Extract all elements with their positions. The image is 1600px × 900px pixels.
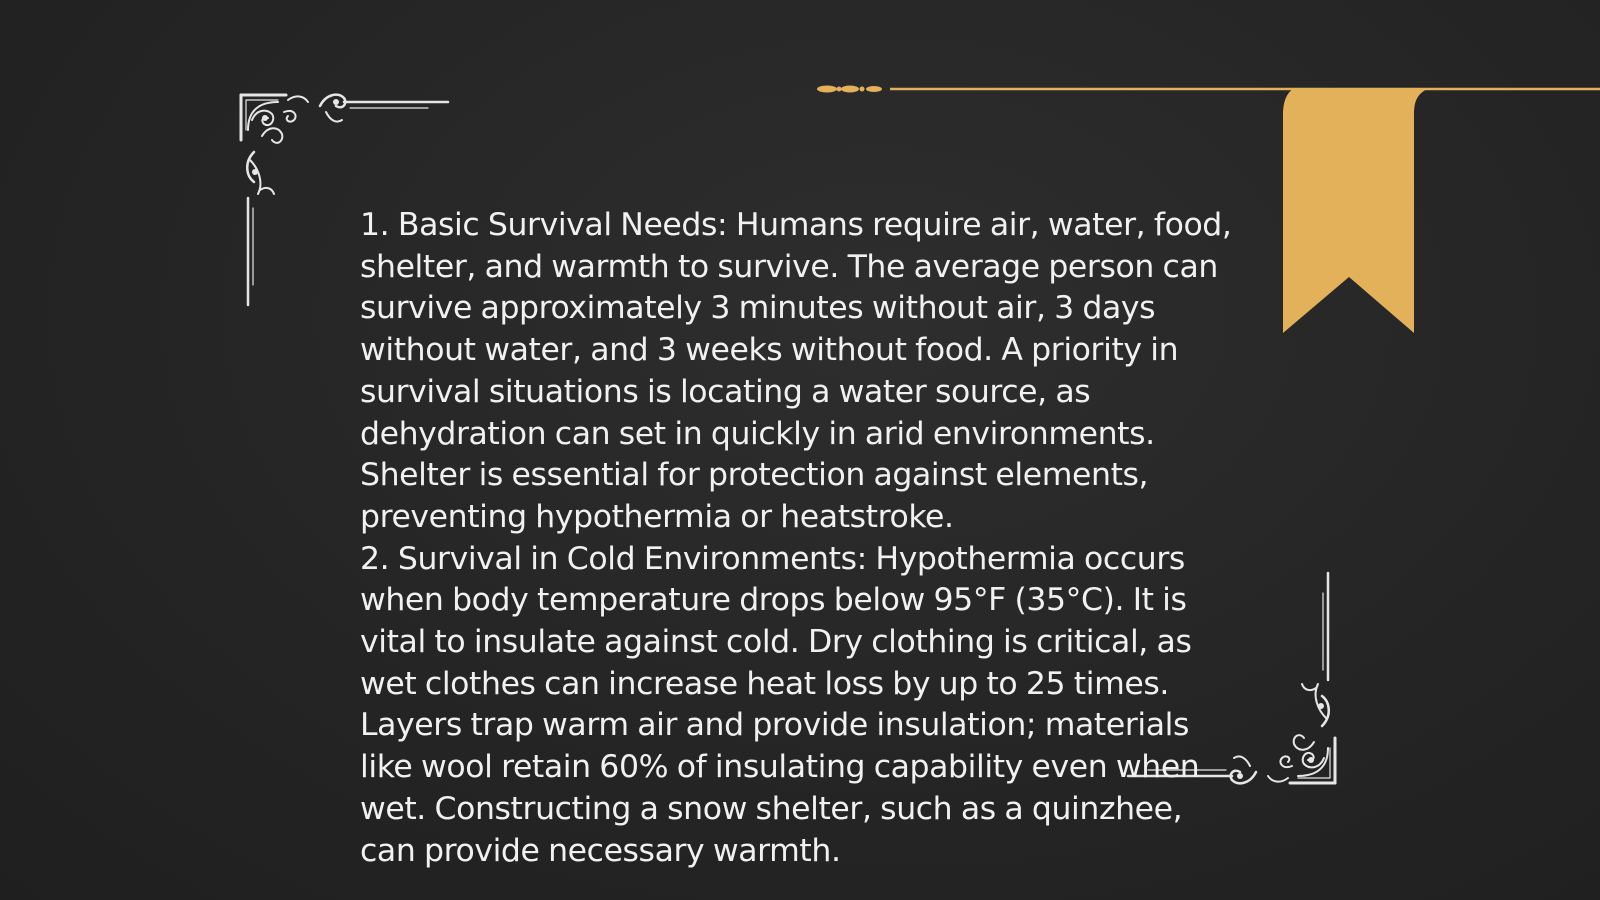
body-text: [360, 205, 1240, 872]
paragraph-cold-environments: 2. Survival in Cold Environments: Hypothermia occurs when body temperature drops below 95°F (35°C). It is vital to insulate against cold. Dry clothing is critical, as wet clothes can increase heat loss by up to 25 times. Layers trap warm air and provide insulation; materials like wool retain 60% of insulating capability even when wet. Constructing a snow shelter, such as a quinzhee, can provide necessary warmth.: [360, 540, 1200, 869]
paragraph-basic-survival-needs: 1. Basic Survival Needs: Humans require air, water, food, shelter, and warmth to survive. The average person can survive approximately 3 minutes without air, 3 days without water, and 3 weeks without food. A priority in survival situations is locating a water source, as dehydration can set in quickly in arid environments. Shelter is essential for protection against elements, preventing hypothermia or heatstroke.: [360, 207, 1232, 535]
ribbon-bookmark-icon: [1271, 89, 1427, 333]
